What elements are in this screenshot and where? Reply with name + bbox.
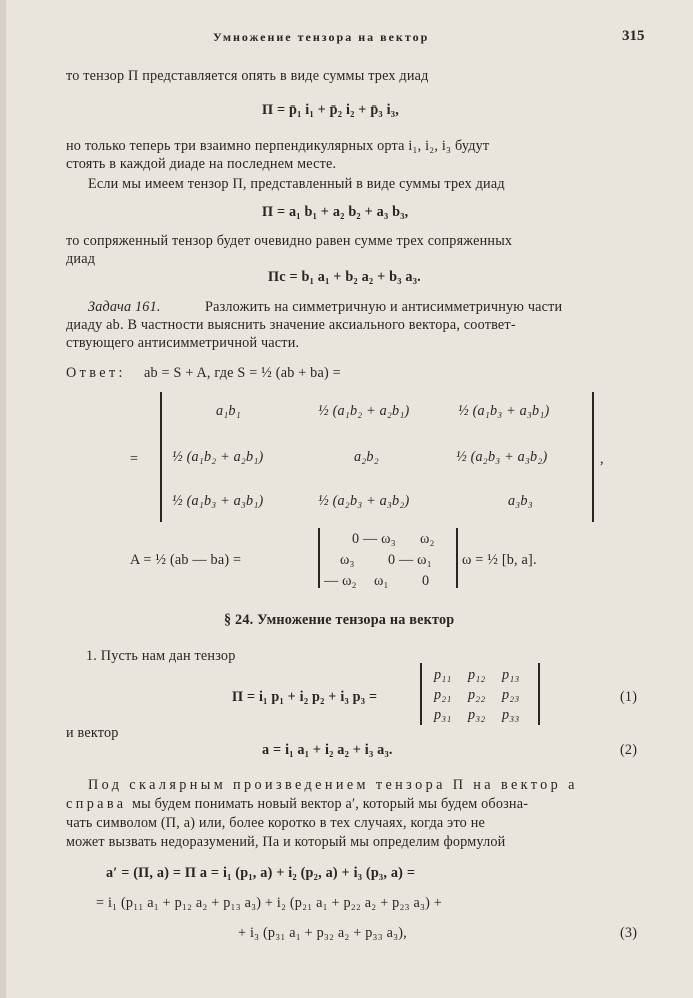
para3-line2-spaced: справа [66, 796, 127, 812]
item1-line1: 1. Пусть нам дан тензор [86, 648, 236, 664]
para2-line3: диад [66, 251, 96, 267]
equation-number-1: (1) [620, 689, 638, 705]
para1-line1: то тензор П представляется опять в виде суммы трех диад [66, 68, 429, 84]
equation-number-2: (2) [620, 742, 638, 758]
para2-equation: П = a₁ b₁ + a₂ b₂ + a₃ b₃, [262, 204, 409, 220]
matrix-cell-1-3: ½ (a₁b₃ + a₃b₁) [458, 403, 550, 419]
matrix-comma: , [600, 451, 604, 467]
para3-line2: мы будем понимать новый вектор a′, который мы будем обозна- [132, 796, 529, 812]
antisym-cell-3-1: — ω₂ [324, 573, 357, 589]
running-title: Умножение тензора на вектор [213, 30, 430, 44]
antisym-cell-1-1: 0 — ω₃ [352, 531, 396, 547]
antisym-right-brace [456, 528, 458, 588]
item1-matrix-cell-2-2: p₂₂ [468, 687, 486, 703]
answer-label: Ответ: [66, 365, 126, 381]
matrix-cell-2-1: ½ (a₁b₂ + a₂b₁) [172, 449, 264, 465]
para2-conjugate-equation: Пc = b₁ a₁ + b₂ a₂ + b₃ a₃. [268, 269, 421, 285]
para3-line4: может вызвать недоразумений, Пa и который мы определим формулой [66, 834, 506, 850]
antisym-cell-2-1: ω₃ [340, 552, 355, 568]
item1-matrix-cell-3-2: p₃₂ [468, 707, 486, 723]
item1-matrix-left-brace [420, 663, 422, 725]
item1-matrix-cell-2-3: p₂₃ [502, 687, 520, 703]
item1-matrix-cell-3-1: p₃₁ [434, 707, 452, 723]
item1-matrix-cell-1-1: p₁₁ [434, 667, 452, 683]
para1-line3: стоять в каждой диаде на последнем месте. [66, 156, 337, 172]
item1-matrix-cell-2-1: p₂₁ [434, 687, 452, 703]
antisym-cell-2-2: 0 — ω₁ [388, 552, 432, 568]
matrix-cell-2-3: ½ (a₂b₃ + a₃b₂) [456, 449, 548, 465]
antisym-cell-1-3: ω₂ [420, 531, 435, 547]
antisym-cell-3-3: 0 [422, 573, 430, 589]
para2-line2: то сопряженный тензор будет очевидно равен сумме трех сопряженных [66, 233, 513, 249]
antisym-cell-3-2: ω₁ [374, 573, 389, 589]
para2-line1: Если мы имеем тензор П, представленный в виде суммы трех диад [88, 176, 505, 192]
page-number: 315 [622, 28, 645, 44]
vector-label: и вектор [66, 725, 119, 741]
task-label: Задача 161. [88, 299, 161, 315]
matrix-cell-1-2: ½ (a₁b₂ + a₂b₁) [318, 403, 410, 419]
product-equation-line3: + i₃ (p₃₁ a₁ + p₃₂ a₂ + p₃₃ a₃), [238, 925, 407, 941]
item1-matrix-cell-3-3: p₃₃ [502, 707, 520, 723]
omega-equation: ω = ½ [b, a]. [462, 552, 537, 568]
item1-matrix-cell-1-3: p₁₃ [502, 667, 520, 683]
matrix-equals: = [130, 451, 139, 467]
matrix-cell-2-2: a₂b₂ [354, 449, 379, 465]
para1-equation: П = p̄₁ i₁ + p̄₂ i₂ + p̄₃ i₃, [262, 102, 399, 118]
page-gutter-shadow [0, 0, 6, 998]
product-equation-line2: = i₁ (p₁₁ a₁ + p₁₂ a₂ + p₁₃ a₃) + i₂ (p₂₁ a₁ + p₂₂ a₂ + p₂₃ a₃) + [96, 895, 442, 911]
para3-line1: Под скалярным произведением тензора П на вектор а [88, 777, 578, 793]
task-line2: диаду ab. В частности выяснить значение аксиального вектора, соответ- [66, 317, 516, 333]
equation-number-3: (3) [620, 925, 638, 941]
item1-matrix-right-brace [538, 663, 540, 725]
antisym-left-brace [318, 528, 320, 588]
para3-line3: чать символом (П, a) или, более коротко в тех случаях, когда это не [66, 815, 485, 831]
section-heading: § 24. Умножение тензора на вектор [224, 612, 455, 628]
antisym-equation: A = ½ (ab — ba) = [130, 552, 242, 568]
matrix-cell-3-3: a₃b₃ [508, 493, 533, 509]
task-line1: Разложить на симметричную и антисимметричную части [205, 299, 563, 315]
matrix-cell-1-1: a₁b₁ [216, 403, 241, 419]
product-equation-line1: a′ = (П, a) = П a = i₁ (p₁, a) + i₂ (p₂, a) + i₃ (p₃, a) = [106, 865, 416, 881]
matrix-left-brace [160, 392, 162, 522]
matrix-cell-3-1: ½ (a₁b₃ + a₃b₁) [172, 493, 264, 509]
matrix-cell-3-2: ½ (a₂b₃ + a₃b₂) [318, 493, 410, 509]
matrix-right-brace [592, 392, 594, 522]
task-line3: ствующего антисимметричной части. [66, 335, 300, 351]
para1-line2: но только теперь три взаимно перпендикулярных орта i₁, i₂, i₃ будут [66, 138, 490, 154]
vector-equation: a = i₁ a₁ + i₂ a₂ + i₃ a₃. [262, 742, 393, 758]
item1-matrix-cell-1-2: p₁₂ [468, 667, 486, 683]
item1-tensor-equation: П = i₁ p₁ + i₂ p₂ + i₃ p₃ = [232, 689, 378, 705]
answer-text: ab = S + A, где S = ½ (ab + ba) = [144, 365, 341, 381]
